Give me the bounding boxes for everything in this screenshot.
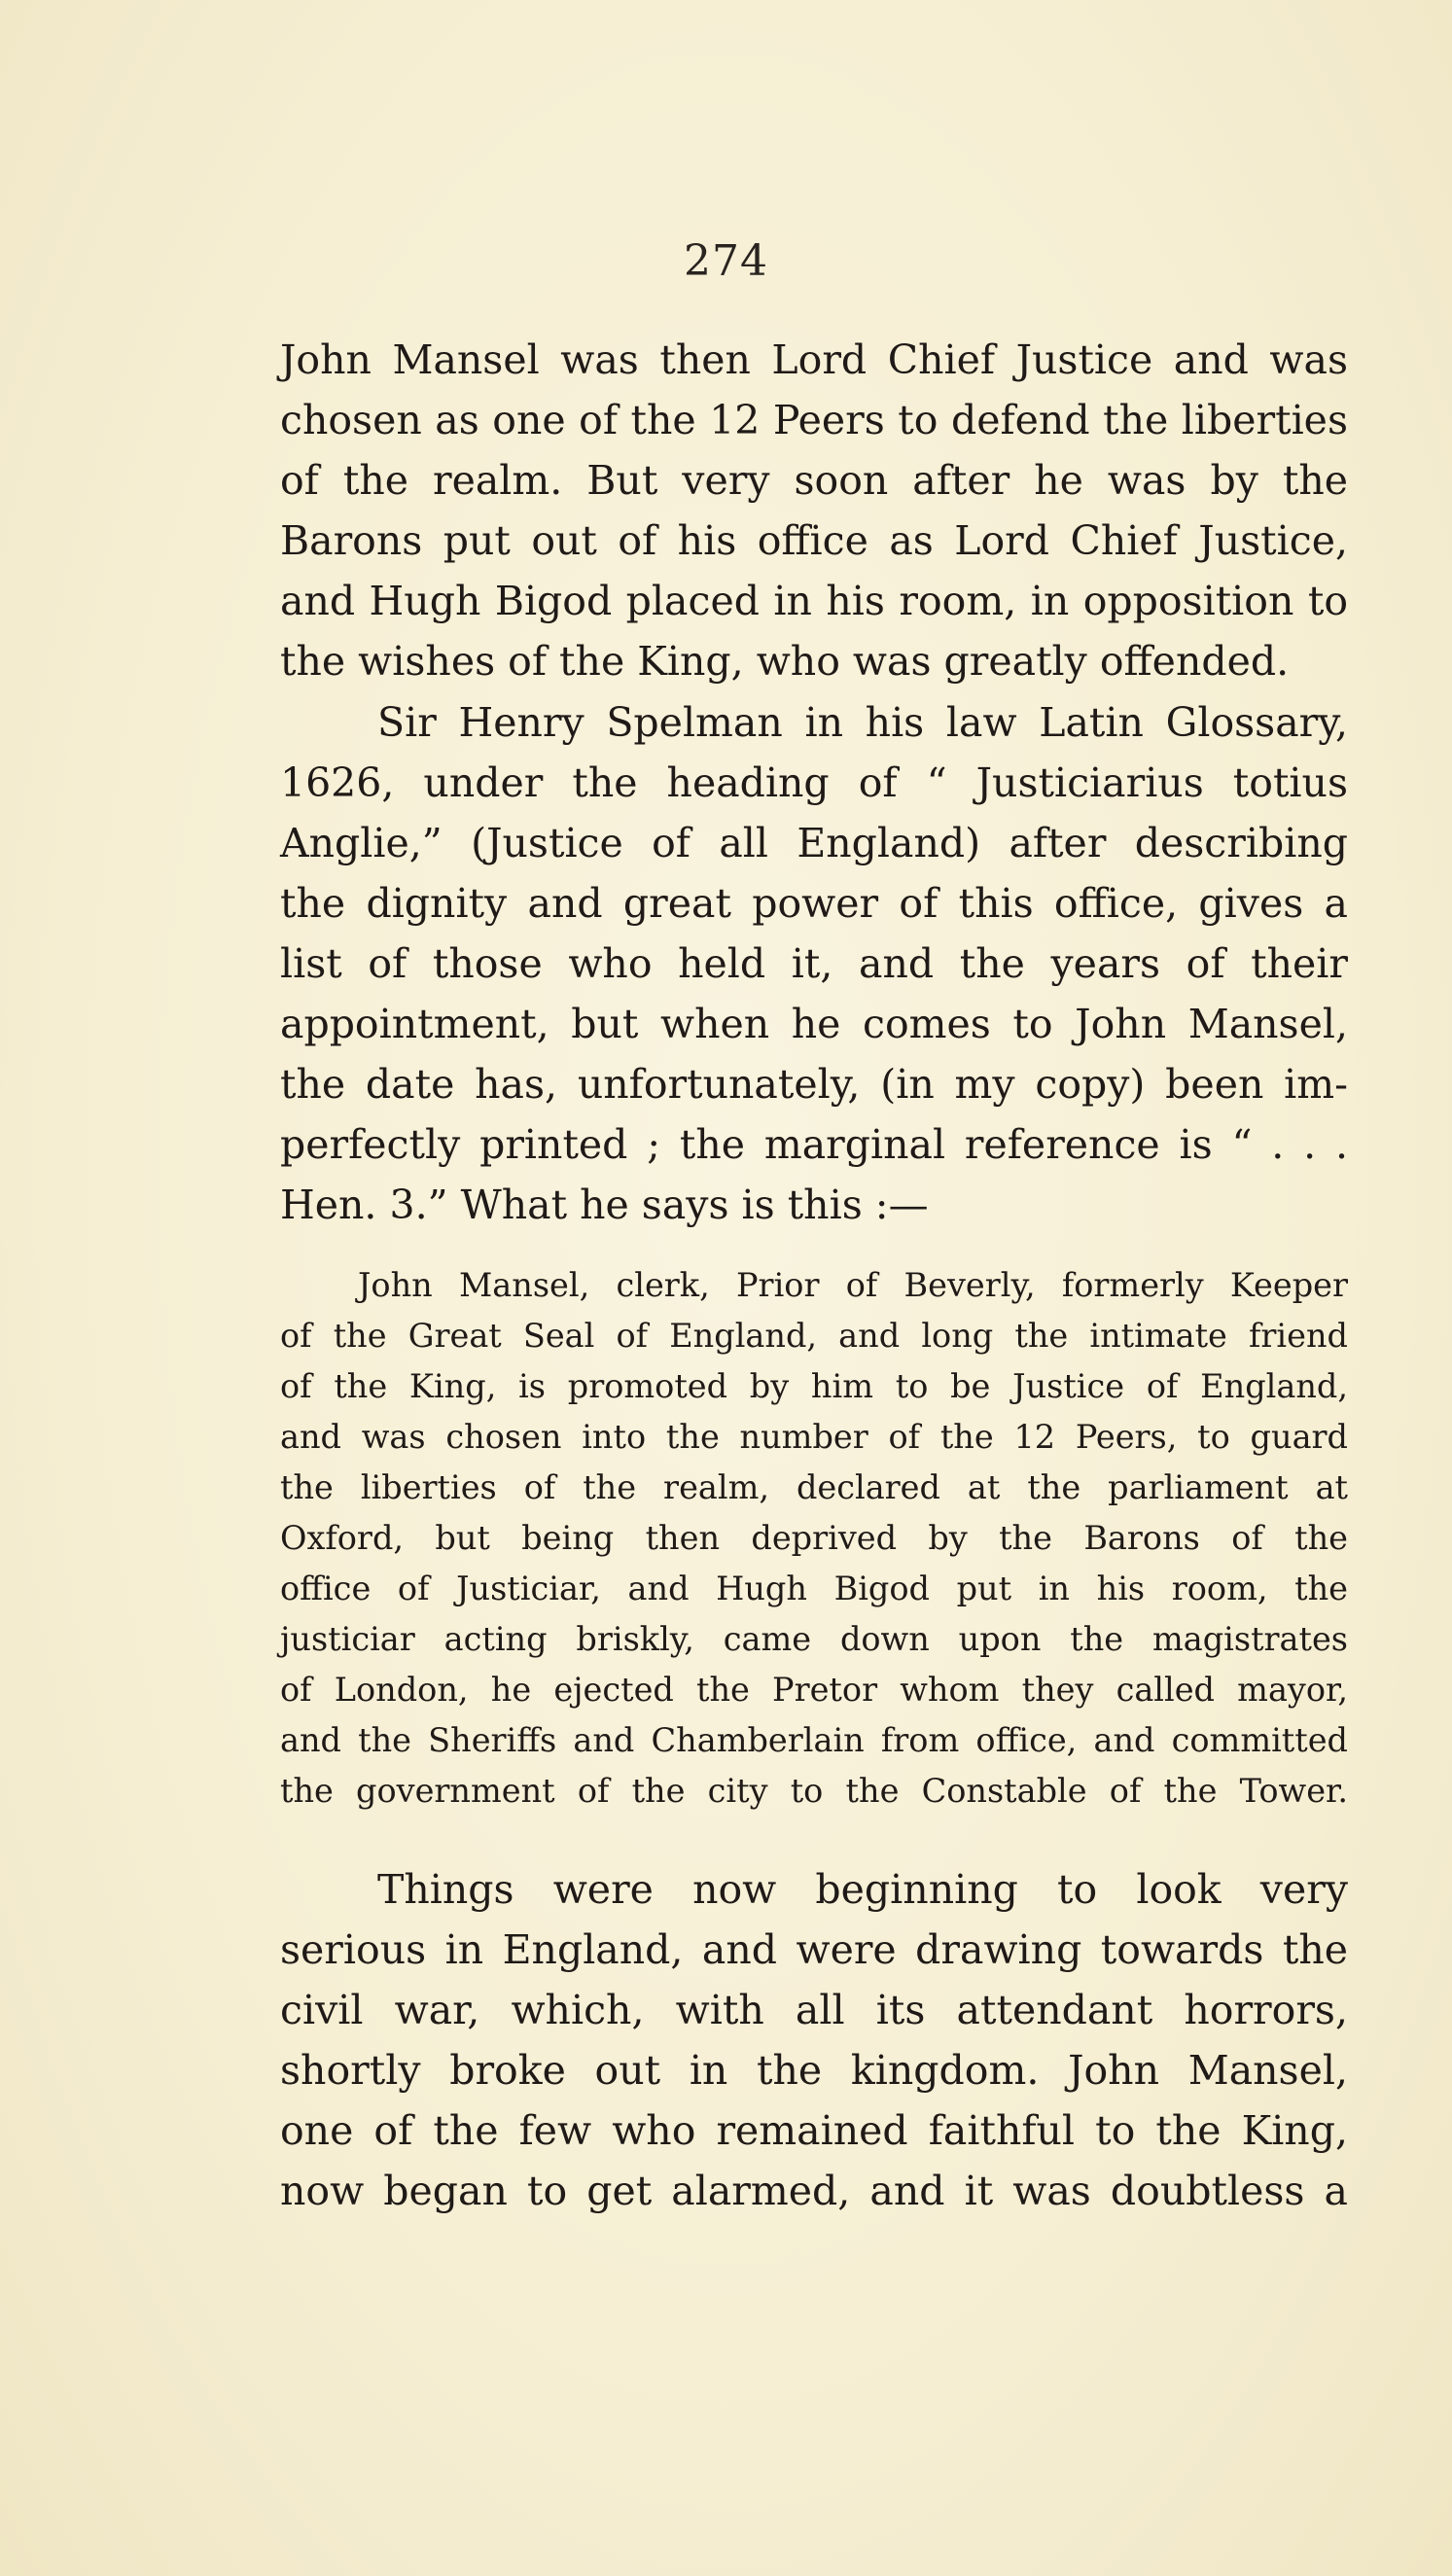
- text-line: one of the few who remained faithful to the King,: [280, 2107, 1348, 2154]
- text-line: civil war, which, with all its attendant horrors,: [280, 1987, 1348, 2033]
- text-line: now began to get alarmed, and it was doubtless a: [280, 2168, 1348, 2214]
- text-line: Sir Henry Spelman in his law Latin Glossary,: [377, 699, 1348, 746]
- text-line: the wishes of the King, who was greatly offended.: [280, 638, 1290, 685]
- text-line: shortly broke out in the kingdom. John Mansel,: [280, 2047, 1348, 2094]
- text-line: the dignity and great power of this office, gives a: [280, 880, 1348, 927]
- quote-line: the government of the city to the Constable of the Tower.: [280, 1772, 1348, 1810]
- text-line: John Mansel was then Lord Chief Justice and was: [280, 336, 1348, 383]
- text-line: appointment, but when he comes to John Mansel,: [280, 1001, 1348, 1047]
- text-line: Things were now beginning to look very: [377, 1866, 1348, 1913]
- quote-line: office of Justiciar, and Hugh Bigod put in his room, the: [280, 1570, 1348, 1607]
- quote-line: John Mansel, clerk, Prior of Beverly, formerly Keeper: [358, 1266, 1348, 1304]
- quote-line: of the Great Seal of England, and long the intimate friend: [280, 1317, 1348, 1355]
- text-line: and Hugh Bigod placed in his room, in opposition to: [280, 578, 1348, 624]
- text-line: serious in England, and were drawing towards the: [280, 1926, 1348, 1973]
- quote-line: of London, he ejected the Pretor whom they called mayor,: [280, 1671, 1348, 1709]
- quote-line: and the Sheriffs and Chamberlain from office, and committed: [280, 1721, 1348, 1759]
- text-line: the date has, unfortunately, (in my copy) been im-: [280, 1061, 1348, 1108]
- text-line: list of those who held it, and the years of their: [280, 940, 1348, 987]
- quote-line: of the King, is promoted by him to be Justice of England,: [280, 1367, 1348, 1405]
- text-line: Hen. 3.” What he says is this :—: [280, 1182, 929, 1228]
- text-line: of the realm. But very soon after he was by the: [280, 457, 1348, 504]
- quote-line: Oxford, but being then deprived by the Barons of the: [280, 1519, 1348, 1557]
- text-line: perfectly printed ; the marginal reference is “ . . .: [280, 1121, 1348, 1168]
- text-line: 1626, under the heading of “ Justiciarius totius: [280, 759, 1348, 806]
- text-line: chosen as one of the 12 Peers to defend the liberties: [280, 397, 1348, 443]
- text-line: Barons put out of his office as Lord Chief Justice,: [280, 517, 1348, 564]
- quote-line: the liberties of the realm, declared at the parliament at: [280, 1468, 1348, 1506]
- quote-line: justiciar acting briskly, came down upon the magistrates: [280, 1620, 1348, 1658]
- quote-line: and was chosen into the number of the 12 Peers, to guard: [280, 1418, 1348, 1456]
- text-line: Anglie,” (Justice of all England) after describing: [280, 820, 1348, 866]
- page-number: 274: [684, 236, 768, 286]
